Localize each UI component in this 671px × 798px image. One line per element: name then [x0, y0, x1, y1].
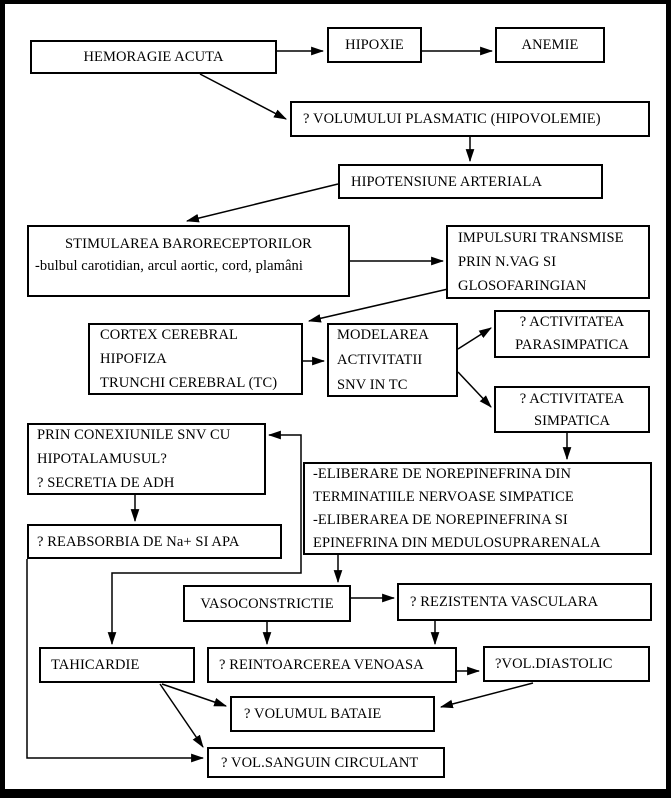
node-rezistenta-vasculara — [397, 583, 652, 621]
node-reintoarcerea-venoasa-line-1: ? REINTOARCEREA VENOASA — [219, 657, 424, 673]
node-stimularea-baroreceptorilor — [27, 225, 350, 297]
node-impulsuri-transmise — [446, 225, 650, 299]
node-tahicardie — [39, 647, 195, 683]
node-modelarea-activitatii — [327, 323, 458, 397]
node-activitatea-simpatica-line-2: SIMPATICA — [533, 412, 611, 429]
node-reabsorbia-na-apa-line-1: ? REABSORBIA DE Na+ SI APA — [37, 533, 240, 550]
node-activitatea-parasimpatica — [494, 310, 650, 358]
node-modelarea-activitatii-line-3: SNV IN TC — [337, 376, 408, 393]
node-hipotensiune-arteriala-line-1: HIPOTENSIUNE ARTERIALA — [351, 173, 543, 190]
node-vasoconstrictie-line-1: VASOCONSTRICTIE — [200, 595, 334, 612]
node-modelarea-activitatii-line-1: MODELAREA — [337, 326, 429, 343]
node-activitatea-parasimpatica-line-2: PARASIMPATICA — [515, 337, 629, 353]
node-vol-sanguin-circulant-line-1: ? VOL.SANGUIN CIRCULANT — [221, 754, 419, 771]
node-hipotensiune-arteriala — [338, 164, 603, 199]
node-activitatea-parasimpatica-line-1: ? ACTIVITATEA — [519, 314, 625, 330]
node-tahicardie-line-1: TAHICARDIE — [51, 657, 140, 673]
node-activitatea-simpatica — [494, 386, 650, 433]
node-cortex-cerebral-line-2: HIPOFIZA — [100, 351, 167, 367]
node-vol-sanguin-circulant — [207, 747, 445, 778]
node-volum-plasmatic — [290, 101, 650, 137]
node-cortex-cerebral-line-1: CORTEX CEREBRAL — [100, 327, 238, 343]
node-conexiuni-hipotalamus-adh-line-2: HIPOTALAMUSUL? — [37, 451, 167, 467]
node-volum-plasmatic-line-1: ? VOLUMULUI PLASMATIC (HIPOVOLEMIE) — [303, 111, 601, 127]
node-conexiuni-hipotalamus-adh-line-1: PRIN CONEXIUNILE SNV CU — [37, 427, 231, 443]
node-conexiuni-hipotalamus-adh-line-3: ? SECRETIA DE ADH — [37, 475, 175, 491]
node-cortex-cerebral — [88, 323, 303, 395]
node-eliberare-norepinefrina — [303, 462, 652, 555]
node-impulsuri-transmise-line-2: PRIN N.VAG SI — [458, 254, 557, 270]
node-anemie — [495, 27, 605, 63]
node-stimularea-baroreceptorilor-line-2: -bulbul carotidian, arcul aortic, cord, plamâni — [35, 258, 304, 274]
node-conexiuni-hipotalamus-adh — [27, 423, 266, 495]
node-anemie-line-1: ANEMIE — [521, 37, 579, 53]
node-hipoxie — [327, 27, 422, 63]
node-impulsuri-transmise-line-1: IMPULSURI TRANSMISE — [458, 230, 624, 246]
node-hipoxie-line-1: HIPOXIE — [345, 37, 404, 53]
node-reintoarcerea-venoasa — [207, 647, 457, 683]
node-cortex-cerebral-line-3: TRUNCHI CEREBRAL (TC) — [100, 375, 278, 391]
node-eliberare-norepinefrina-line-3: -ELIBERAREA DE NOREPINEFRINA SI — [313, 511, 568, 528]
node-impulsuri-transmise-line-3: GLOSOFARINGIAN — [458, 278, 587, 294]
node-vasoconstrictie — [183, 585, 351, 622]
node-rezistenta-vasculara-line-1: ? REZISTENTA VASCULARA — [410, 594, 599, 610]
node-eliberare-norepinefrina-line-4: EPINEFRINA DIN MEDULOSUPRARENALA — [313, 534, 601, 551]
node-modelarea-activitatii-line-2: ACTIVITATII — [337, 351, 423, 368]
node-hemoragie-acuta — [30, 40, 277, 74]
node-activitatea-simpatica-line-1: ? ACTIVITATEA — [519, 390, 625, 407]
node-volumul-bataie-line-1: ? VOLUMUL BATAIE — [244, 706, 382, 722]
node-vol-diastolic-line-1: ?VOL.DIASTOLIC — [495, 656, 613, 672]
node-vol-diastolic — [483, 646, 650, 682]
node-eliberare-norepinefrina-line-1: -ELIBERARE DE NOREPINEFRINA DIN — [313, 465, 572, 482]
node-volumul-bataie — [230, 696, 435, 732]
node-hemoragie-acuta-line-1: HEMORAGIE ACUTA — [83, 49, 224, 65]
node-stimularea-baroreceptorilor-line-1: STIMULAREA BARORECEPTORILOR — [65, 236, 312, 252]
node-reabsorbia-na-apa — [27, 524, 282, 559]
node-eliberare-norepinefrina-line-2: TERMINATIILE NERVOASE SIMPATICE — [313, 488, 574, 505]
